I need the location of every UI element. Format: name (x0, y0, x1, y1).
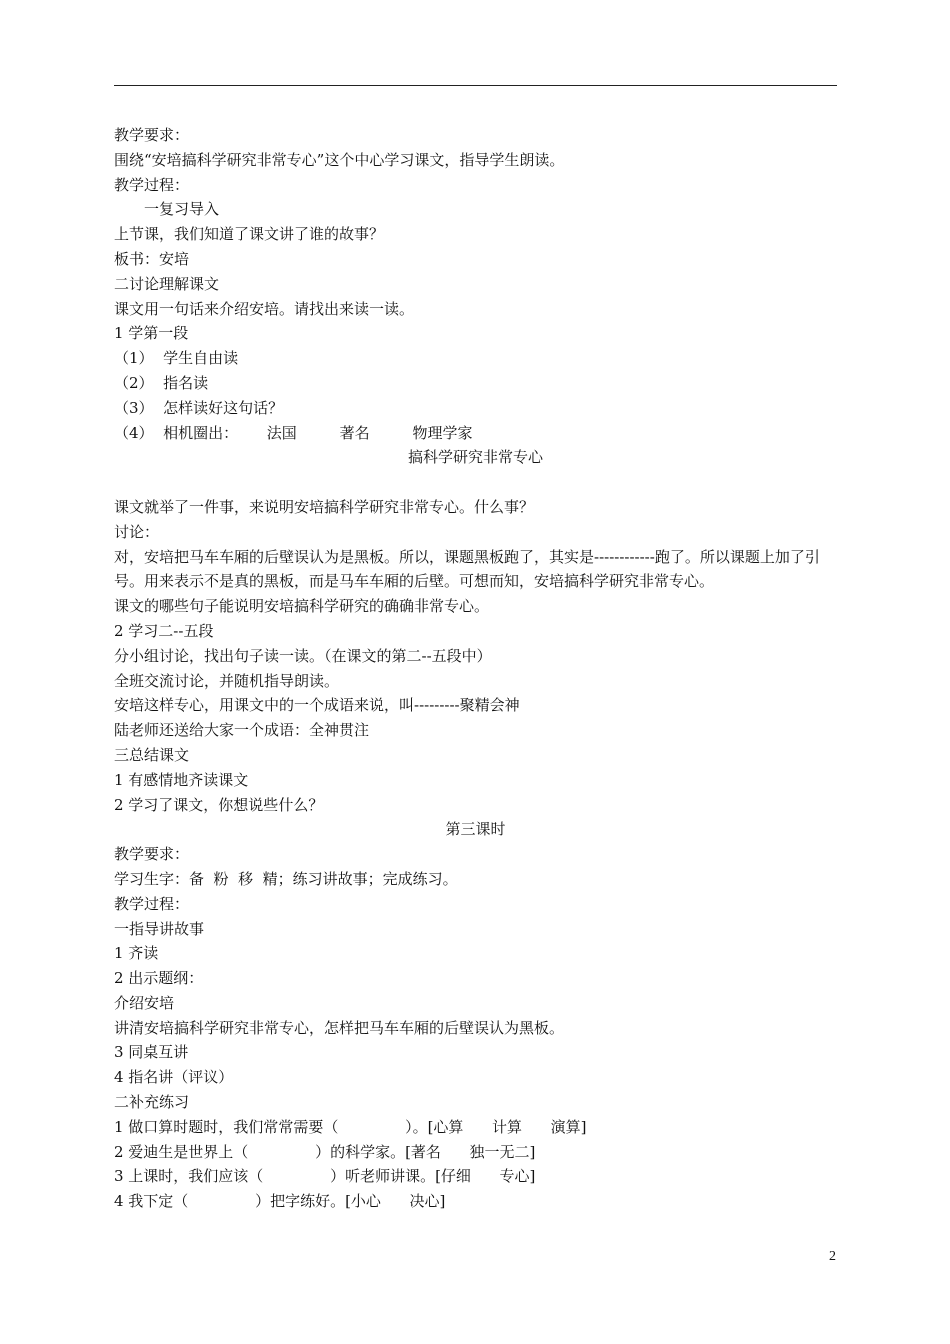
section-heading: 二讨论理解课文 (114, 274, 220, 293)
text-line: 讨论： (114, 522, 160, 541)
lesson-title: 第三课时 (445, 820, 506, 839)
heading-teaching-process: 教学过程： (114, 175, 190, 194)
text-line: 介绍安培 (114, 993, 175, 1012)
text-line: 陆老师还送给大家一个成语：全神贯注 (114, 721, 370, 740)
exercise-item: 4 我下定（ ）把字练好。[小心 决心] (114, 1192, 446, 1211)
document-body (114, 123, 837, 1214)
heading-teaching-process: 教学过程： (114, 894, 190, 913)
text-line: 安培这样专心，用课文中的一个成语来说，叫---------聚精会神 (114, 696, 520, 715)
text-line: 板书：安培 (114, 249, 190, 268)
text-line: 分小组讨论，找出句子读一读。（在课文的第二--五段中） (114, 646, 492, 665)
text-line: 课文就举了一件事，来说明安培搞科学研究非常专心。什么事？ (114, 497, 535, 516)
text-line: 上节课，我们知道了课文讲了谁的故事？ (114, 225, 385, 244)
text-line: 1 学第一段 (114, 324, 189, 343)
text-line: 2 出示题纲： (114, 969, 204, 988)
text-line: 讲清安培搞科学研究非常专心，怎样把马车车厢的后壁误认为黑板。 (114, 1018, 565, 1037)
header-rule (114, 85, 837, 86)
section-heading: 二补充练习 (114, 1093, 190, 1112)
list-item: （1） 学生自由读 (114, 349, 239, 368)
text-line: 课文用一句话来介绍安培。请找出来读一读。 (114, 299, 415, 318)
paragraph: 对，安培把马车车厢的后壁误认为是黑板。所以，课题黑板跑了，其实是------------跑了。所以课题上加了引号。用来表示不是真的黑板，而是马车车厢的后壁。可想而知，安培搞科学研究非常专心。 (114, 547, 820, 591)
text-line: 2 学习二--五段 (114, 621, 214, 640)
exercise-item: 1 做口算时题时，我们常常需要（ ）。[心算 计算 演算] (114, 1117, 587, 1136)
text-line: 4 指名讲（评议） (114, 1068, 234, 1087)
heading-teaching-requirements: 教学要求： (114, 126, 190, 144)
exercise-item: 3 上课时，我们应该（ ）听老师讲课。[仔细 专心] (114, 1167, 536, 1186)
list-item: （4） 相机圈出： 法国 著名 物理学家 (114, 423, 473, 442)
text-line: 学习生字：备 粉 移 精；练习讲故事；完成练习。 (114, 869, 458, 888)
list-item: （2） 指名读 (114, 373, 209, 392)
text-line: 课文的哪些句子能说明安培搞科学研究的确确非常专心。 (114, 597, 490, 616)
text-line: 全班交流讨论，并随机指导朗读。 (114, 671, 340, 690)
text-line: 1 齐读 (114, 944, 159, 963)
text-line: 1 有感情地齐读课文 (114, 770, 249, 789)
section-heading: 一复习导入 (144, 200, 220, 219)
spacer (114, 470, 837, 495)
text-line: 3 同桌互讲 (114, 1043, 189, 1062)
page-number: 2 (829, 1249, 836, 1264)
text-line: 围绕“安培搞科学研究非常专心”这个中心学习课文，指导学生朗读。 (114, 150, 565, 169)
text-line: 2 学习了课文，你想说些什么？ (114, 795, 324, 814)
heading-teaching-requirements: 教学要求： (114, 845, 190, 864)
centered-text: 搞科学研究非常专心 (407, 448, 543, 467)
section-heading: 三总结课文 (114, 745, 190, 764)
section-heading: 一指导讲故事 (114, 919, 205, 938)
list-item: （3） 怎样读好这句话？ (114, 398, 284, 417)
exercise-item: 2 爱迪生是世界上（ ）的科学家。[著名 独一无二] (114, 1142, 536, 1161)
